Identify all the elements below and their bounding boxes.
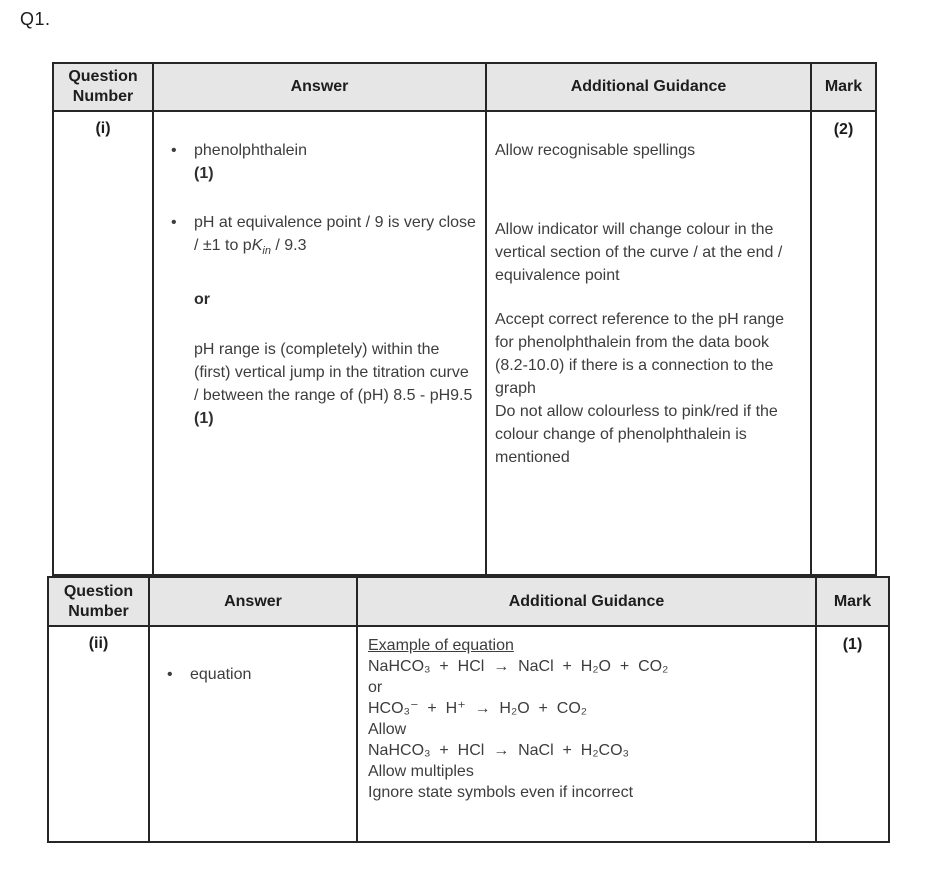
guidance-allow-label: Allow	[368, 721, 407, 738]
answer-point-3-mark: (1)	[194, 410, 214, 428]
table1-header-row	[53, 63, 876, 111]
bullet-icon: •	[167, 666, 173, 683]
column-header-question-number: Question Number	[53, 63, 153, 111]
question-number-cell: (i)	[53, 111, 153, 575]
question-label: Q1.	[20, 9, 51, 29]
column-header-question-number: Question Number	[48, 577, 149, 626]
guidance-note: Allow indicator will change colour in the vertical section of the curve / at the end / equivalence point	[495, 221, 783, 284]
answer-point-1-text: equation	[190, 666, 252, 683]
column-header-additional-guidance: Additional Guidance	[357, 577, 816, 626]
pk-subscript: in	[262, 245, 271, 258]
answer-point-1-text: phenolphthalein	[194, 142, 307, 159]
table1-body-row	[53, 111, 876, 575]
guidance-note: Allow recognisable spellings	[495, 142, 696, 159]
answer-point-2	[168, 211, 477, 263]
guidance-note: Allow multiples	[368, 763, 474, 780]
bullet-icon: •	[171, 142, 177, 159]
mark-cell: (1)	[816, 626, 889, 842]
answer-point-1	[164, 663, 348, 686]
answer-point-3	[194, 338, 477, 430]
answer-or-label: or	[194, 291, 210, 309]
equation-line: NaHCO₃ + HCl → NaCl + H₂O + CO₂	[368, 658, 669, 675]
table2-header-row	[48, 577, 889, 626]
column-header-mark: Mark	[816, 577, 889, 626]
column-header-answer: Answer	[153, 63, 486, 111]
answer-cell	[149, 626, 357, 842]
answer-point-1	[168, 139, 477, 185]
guidance-cell	[357, 626, 816, 842]
guidance-example-title: Example of equation	[368, 637, 514, 654]
guidance-note: Do not allow colourless to pink/red if the colour change of phenolphthalein is mentioned	[495, 403, 778, 466]
answer-point-3-text: pH range is (completely) within the (first) vertical jump in the titration curve / between the range of (pH) 8.5 - pH9.5	[194, 341, 473, 405]
column-header-additional-guidance: Additional Guidance	[486, 63, 811, 111]
guidance-note: Accept correct reference to the pH range for phenolphthalein from the data book (8.2-10.0) if there is a connection to the graph	[495, 311, 785, 397]
answer-point-1-mark: (1)	[194, 165, 214, 182]
equation-line: NaHCO₃ + HCl → NaCl + H₂CO₃	[368, 742, 630, 759]
answer-cell	[153, 111, 486, 575]
guidance-cell	[486, 111, 811, 575]
mark-cell: (2)	[811, 111, 876, 575]
column-header-answer: Answer	[149, 577, 357, 626]
guidance-note: Ignore state symbols even if incorrect	[368, 784, 634, 801]
mark-scheme-table-2	[47, 576, 890, 843]
guidance-or-label: or	[368, 679, 383, 696]
column-header-mark: Mark	[811, 63, 876, 111]
answer-point-2-text: pH at equivalence point / 9 is very close / ±1 to $pK_{in} / 9.3$	[194, 214, 476, 258]
pk-symbol: K	[251, 237, 263, 254]
bullet-icon: •	[171, 214, 177, 231]
table2-body-row	[48, 626, 889, 842]
question-number-cell: (ii)	[48, 626, 149, 842]
equation-line: HCO₃⁻ + H⁺ → H₂O + CO₂	[368, 700, 587, 717]
mark-scheme-table-1	[52, 62, 877, 576]
